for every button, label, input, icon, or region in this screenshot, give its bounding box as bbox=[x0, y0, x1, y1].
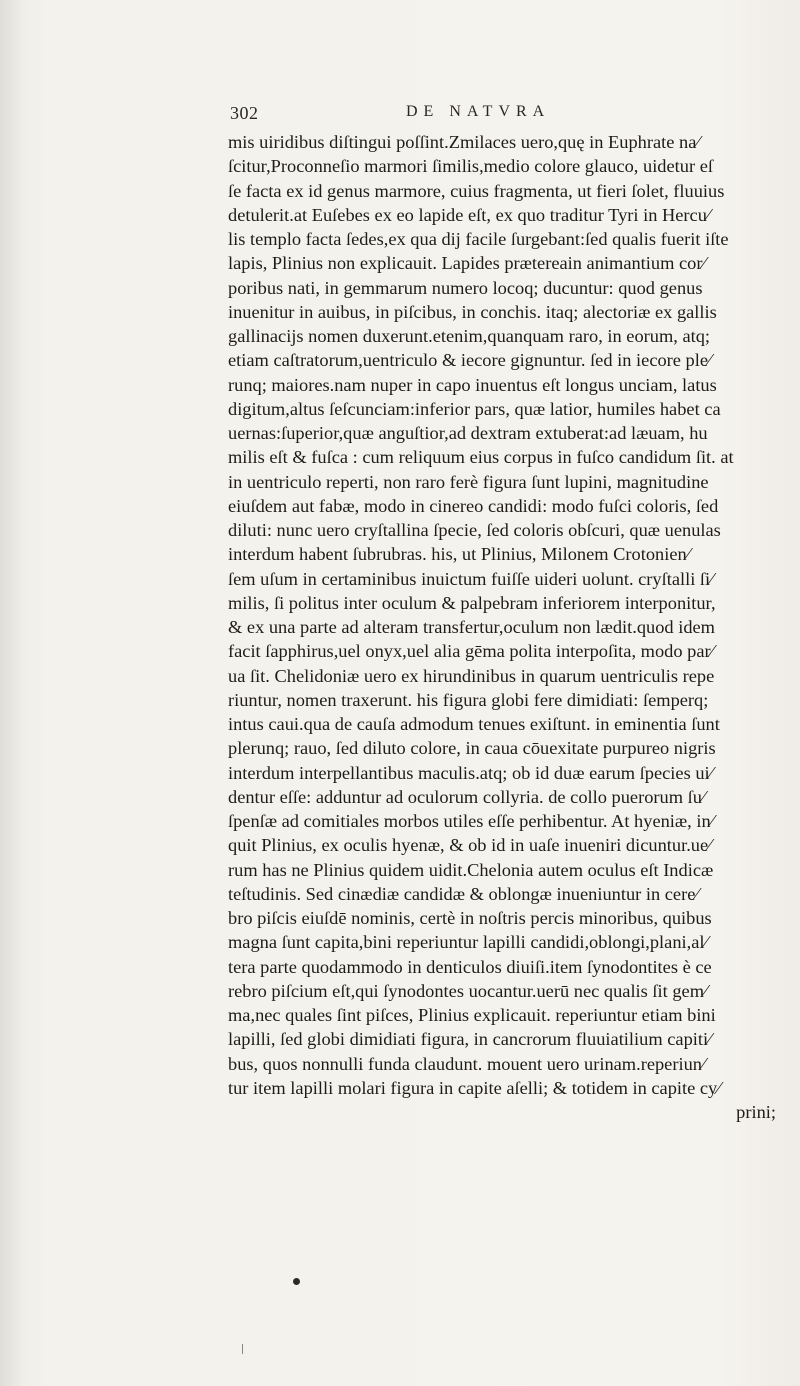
text-line: tur item lapilli molari figura in capite aſelli; & totidem in capite cy⁄ bbox=[228, 1077, 721, 1098]
text-line: ſe facta ex id genus marmore, cuius fragmenta, ut fieri ſolet, fluuius bbox=[228, 180, 725, 201]
text-block bbox=[228, 130, 776, 1124]
ink-mark bbox=[242, 1344, 243, 1354]
text-line: ſpenſæ ad comitiales morbos utiles eſſe perhibentur. At hyeniæ, in⁄ bbox=[228, 811, 714, 831]
text-line: riuntur, nomen traxerunt. his figura globi fere dimidiati: ſemperq; bbox=[228, 689, 709, 710]
text-line: bus, quos nonnulli funda claudunt. mouent uero urinam.reperiun⁄ bbox=[228, 1053, 706, 1074]
page-number: 302 bbox=[230, 103, 259, 123]
text-line: ma,nec quales ſint piſces, Plinius explicauit. reperiuntur etiam bini bbox=[228, 1005, 716, 1025]
text-line: in uentriculo reperti, non raro ferè figura ſunt lupini, magnitudine bbox=[228, 471, 709, 492]
text-line: etiam caſtratorum,uentriculo & iecore gignuntur. ſed in iecore ple⁄ bbox=[228, 350, 712, 371]
text-line: quit Plinius, ex oculis hyenæ, & ob id in uaſe inueniri dicuntur.ue⁄ bbox=[228, 835, 712, 856]
text-line: rum has ne Plinius quidem uidit.Chelonia autem oculus eſt Indicæ bbox=[228, 859, 714, 880]
text-line: mis uiridibus diſtingui poſſint.Zmilaces uero,quę in Euphrate na⁄ bbox=[228, 132, 700, 152]
text-line: diluti: nunc uero cryſtallina ſpecie, ſed coloris obſcuri, quæ uenulas bbox=[228, 520, 721, 540]
text-line: facit ſapphirus,uel onyx,uel alia gēma polita interpoſita, modo par⁄ bbox=[228, 641, 714, 662]
text-line: teſtudinis. Sed cinædiæ candidæ & oblongæ inueniuntur in cere⁄ bbox=[228, 883, 699, 904]
text-line: dentur eſſe: adduntur ad oculorum collyria. de collo puerorum ſu⁄ bbox=[228, 786, 705, 807]
text-line: & ex una parte ad alteram transfertur,oculum non lædit.quod idem bbox=[228, 617, 715, 637]
text-line: digitum,altus ſeſcunciam:inferior pars, quæ latior, humiles habet ca bbox=[228, 398, 721, 419]
text-line: intus caui.qua de cauſa admodum tenues exiſtunt. in eminentia ſunt bbox=[228, 714, 720, 734]
text-line: interdum habent ſubrubras. his, ut Plinius, Milonem Crotonien⁄ bbox=[228, 544, 690, 565]
text-line: runq; maiores.nam nuper in capo inuentus eſt longus unciam, latus bbox=[228, 374, 717, 395]
text-line: interdum interpellantibus maculis.atq; ob id duæ earum ſpecies ui⁄ bbox=[228, 762, 713, 783]
text-line: eiuſdem aut fabæ, modo in cinereo candidi: modo fuſci coloris, ſed bbox=[228, 495, 719, 516]
running-head: DE NATVRA bbox=[406, 103, 551, 120]
text-line: milis eſt & fuſca : cum reliquum eius corpus in fuſco candidum ſit. at bbox=[228, 447, 734, 468]
text-line: uernas:ſuperior,quæ anguſtior,ad dextram extuberat:ad læuam, hu bbox=[228, 423, 708, 443]
text-line: bro piſcis eiuſdē nominis, certè in noſtris percis minoribus, quibus bbox=[228, 908, 712, 928]
page-gutter-shadow bbox=[0, 0, 24, 1386]
text-line: gallinacĳs nomen duxerunt.etenim,quanquam raro, in eorum, atq; bbox=[228, 326, 711, 346]
text-line: inuenitur in auibus, in piſcibus, in conchis. itaq; alectoriæ ex gallis bbox=[228, 301, 717, 322]
text-line: detulerit.at Euſebes ex eo lapide eſt, ex quo traditur Tyri in Hercu⁄ bbox=[228, 204, 710, 225]
text-line: ſcitur,Proconneſio marmori ſimilis,medio colore glauco, uidetur eſ bbox=[228, 156, 713, 177]
text-line: lapis, Plinius non explicauit. Lapides prætereain animantium cor⁄ bbox=[228, 253, 706, 274]
ink-spot bbox=[293, 1278, 300, 1285]
text-line: ua ſit. Chelidoniæ uero ex hirundinibus in quarum uentriculis repe bbox=[228, 665, 715, 686]
text-line: milis, ſi politus inter oculum & palpebram inferiorem interponitur, bbox=[228, 592, 716, 613]
page-header bbox=[230, 103, 650, 129]
text-line: magna ſunt capita,bini reperiuntur lapilli candidi,oblongi,plani,al⁄ bbox=[228, 932, 708, 953]
text-line: lapilli, ſed globi dimidiati figura, in cancrorum fluuiatilium capiti⁄ bbox=[228, 1029, 712, 1050]
text-line: poribus nati, in gemmarum numero locoq; ducuntur: quod genus bbox=[228, 277, 703, 298]
text-line: plerunq; rauo, ſed diluto colore, in caua cōuexitate purpureo nigris bbox=[228, 738, 716, 759]
catchword: prini; bbox=[736, 1102, 776, 1122]
text-line: rebro piſcium eſt,qui ſynodontes uocantur.uerū nec qualis ſit gem⁄ bbox=[228, 980, 708, 1001]
text-line: tera parte quodammodo in denticulos diuiſi.item ſynodontites è ce bbox=[228, 956, 712, 977]
text-line: lis templo facta ſedes,ex qua dĳ facile ſurgebant:ſed qualis fuerit iſte bbox=[228, 229, 729, 249]
text-line: ſem uſum in certaminibus inuictum fuiſſe uideri uolunt. cryſtalli ſi⁄ bbox=[228, 568, 714, 589]
